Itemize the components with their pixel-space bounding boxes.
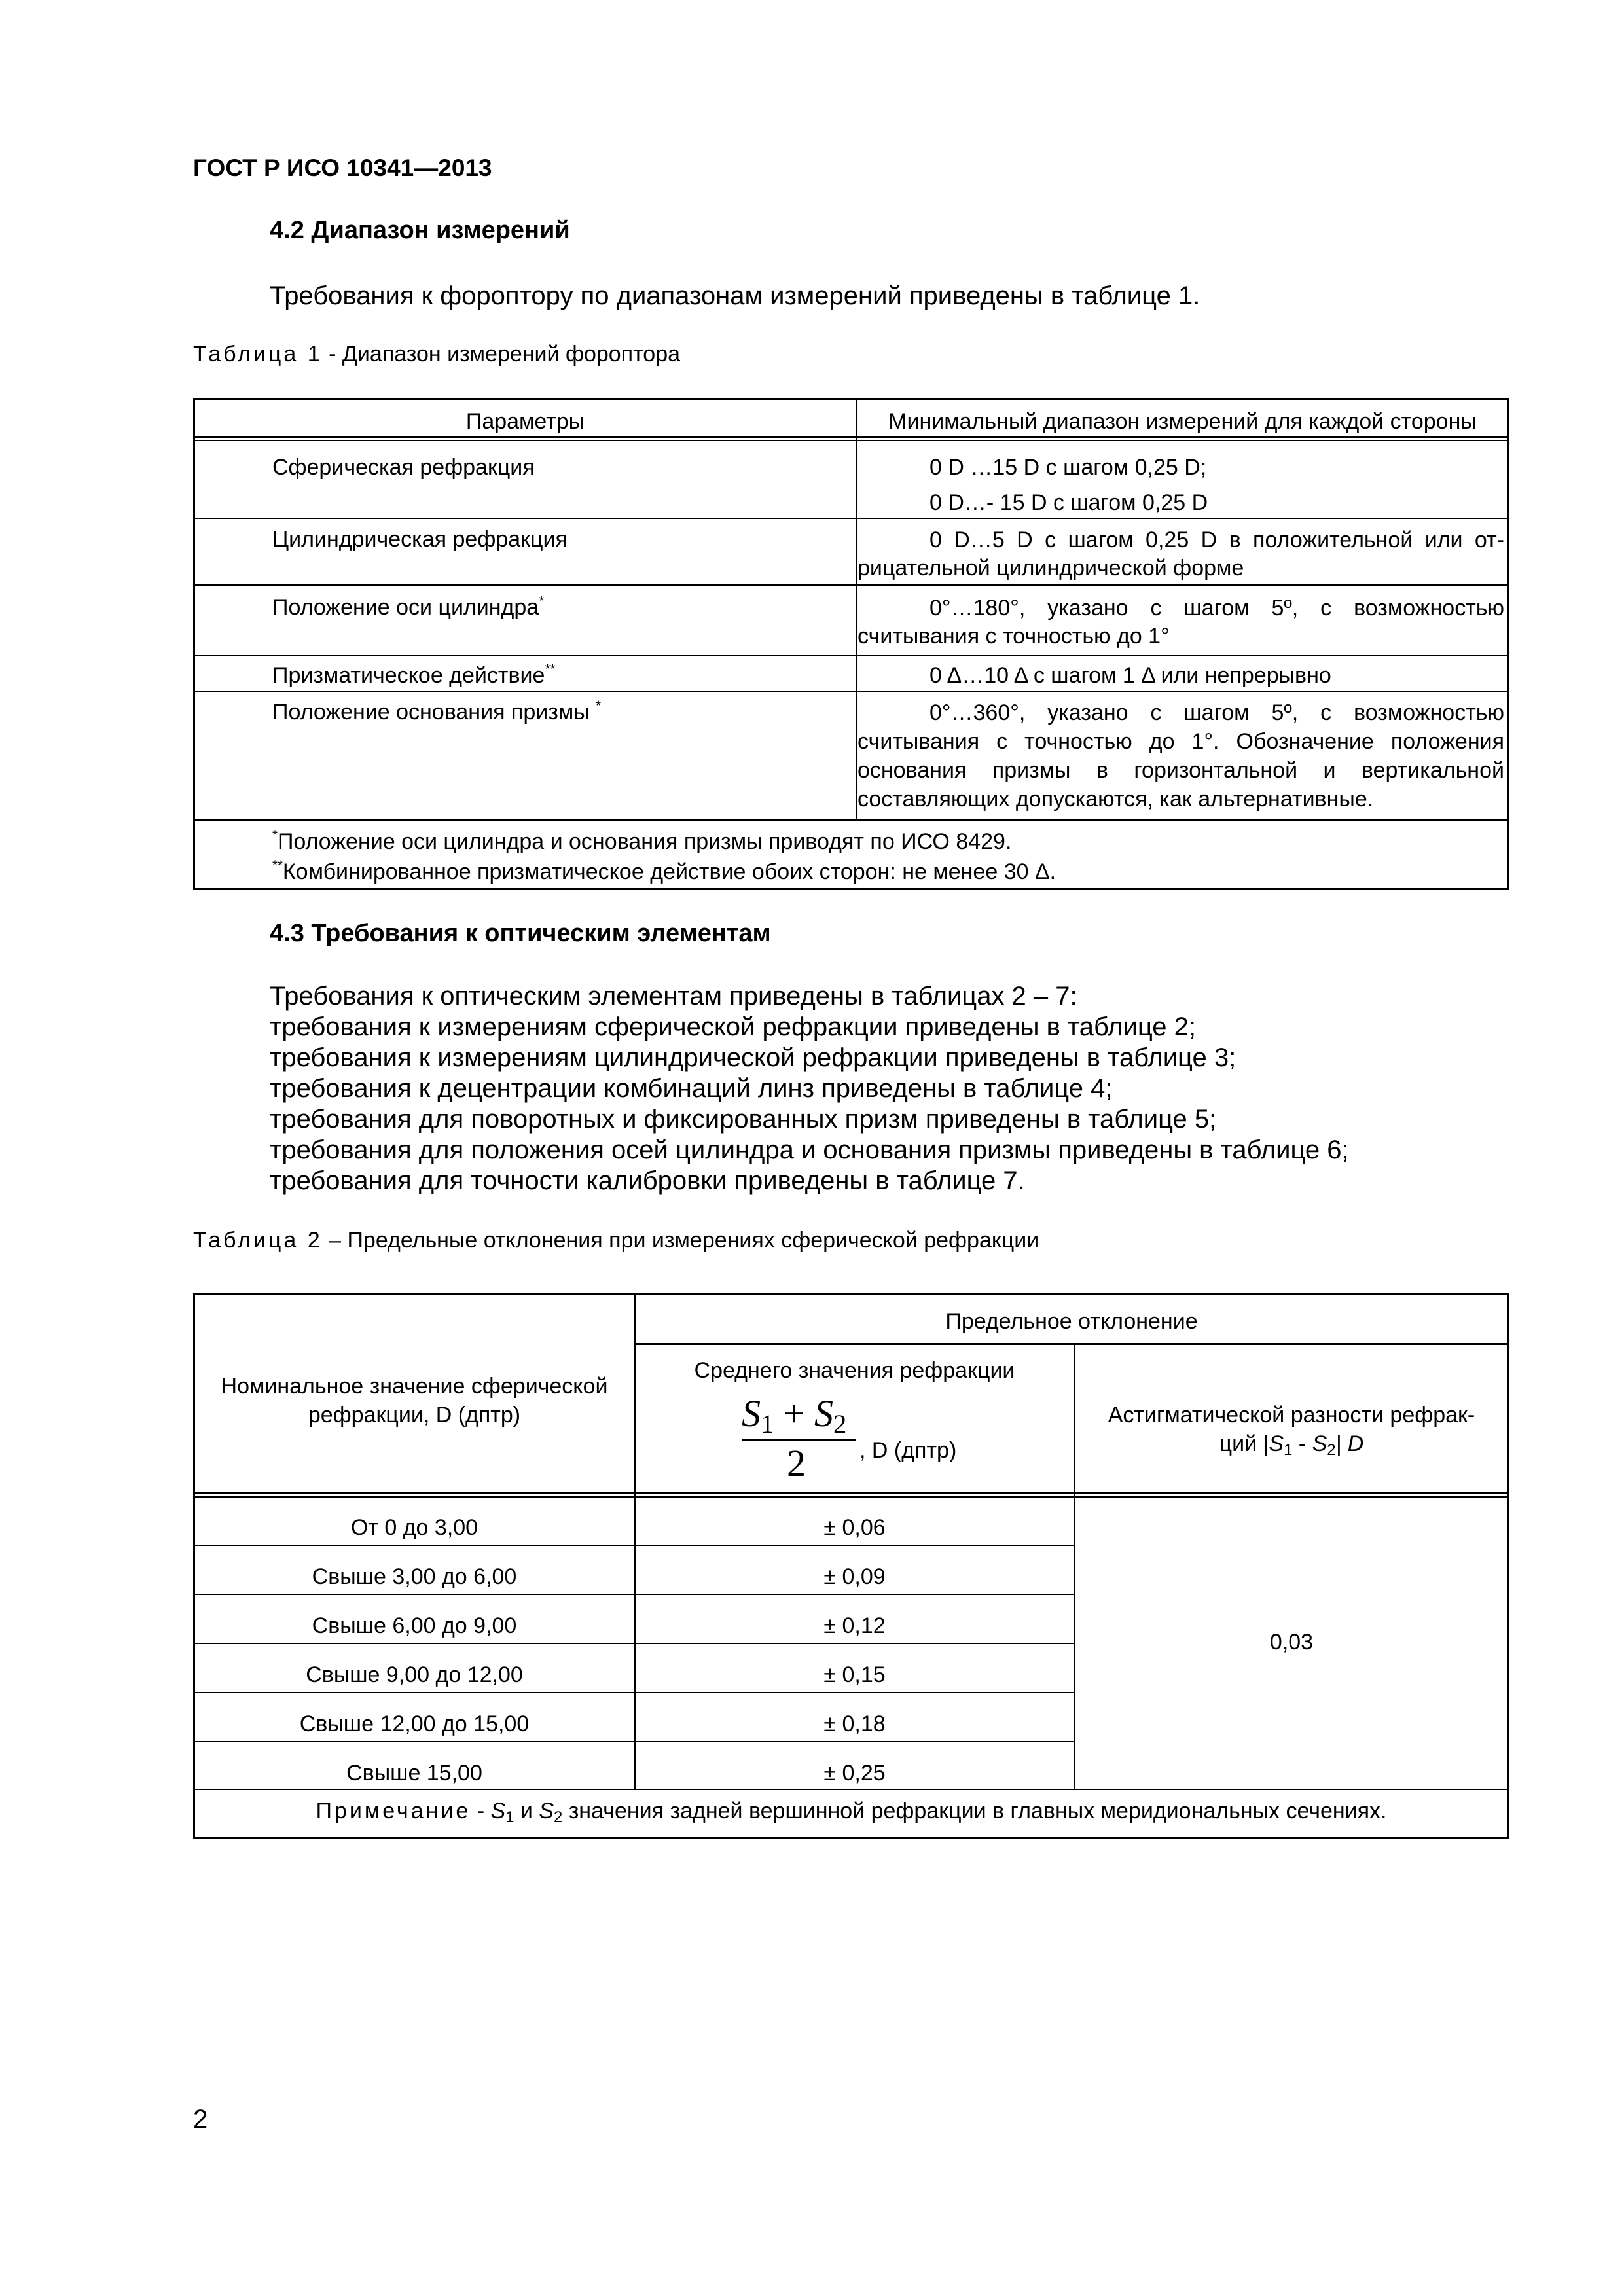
table1-value-line: 0°…360°, указано с шагом 5º, с возможностью (929, 700, 1504, 725)
footnote-mark: * (596, 698, 602, 713)
table-row-range: Свыше 12,00 до 15,00 (299, 1712, 530, 1736)
table-row-dev: ± 0,09 (823, 1564, 886, 1589)
list-item: требования к измерениям сферической рефракции приведены в таблице 2; (270, 1013, 1197, 1041)
table1-row-value: 0 Δ…10 Δ с шагом 1 Δ или непрерывно (929, 663, 1331, 688)
table1-value-line: основания призмы в горизонтальной и вертикальной (857, 758, 1504, 783)
table1-caption-label: Таблица 1 (193, 342, 323, 367)
page-number: 2 (193, 2105, 208, 2134)
footnote-text: Положение оси цилиндра и основания призмы приводят по ИСО 8429. (277, 829, 1012, 854)
mean-formula-numerator (742, 1391, 846, 1439)
table1-param-text: Призматическое действие (272, 663, 545, 688)
header-line (1075, 1429, 1507, 1465)
table1-header-range: Минимальный диапазон измерений для каждой стороны (888, 409, 1477, 434)
table-row-range: Свыше 9,00 до 12,00 (306, 1662, 523, 1687)
table1-row-value (929, 594, 1504, 622)
list-item: требования для поворотных и фиксированных призм приведены в таблице 5; (270, 1105, 1217, 1134)
formula-var: S (1269, 1431, 1284, 1456)
table2-header-mean: Среднего значения рефракции (694, 1358, 1015, 1383)
formula-op: - (1292, 1431, 1312, 1456)
table-row-range: Свыше 3,00 до 6,00 (312, 1564, 517, 1589)
table1-footnote (272, 828, 1011, 856)
table2-caption (193, 1228, 1039, 1253)
table-row-dev: ± 0,06 (823, 1515, 886, 1540)
list-item: требования к децентрации комбинаций линз приведены в таблице 4; (270, 1074, 1113, 1103)
formula-op: + (774, 1392, 815, 1435)
formula-sub: 1 (505, 1808, 514, 1826)
table2-header-group: Предельное отклонение (945, 1309, 1198, 1334)
table2-caption-label: Таблица 2 (193, 1228, 323, 1253)
table1-row-param (272, 662, 555, 690)
table-row-range: Свыше 15,00 (346, 1761, 482, 1785)
footnote-mark: ** (545, 662, 556, 677)
header-line: рефракции, D (дптр) (308, 1403, 521, 1427)
table1-row-value: считывания с точностью до 1° (857, 624, 1170, 649)
table-row-dev: ± 0,12 (823, 1613, 886, 1638)
section-4-3-list (270, 981, 1349, 1196)
table1-value-line: 0 D…5 D с шагом 0,25 D в положительной или от- (929, 528, 1504, 552)
footnote-mark: * (272, 828, 278, 843)
formula-sub: 1 (1284, 1441, 1293, 1459)
table1-row-param: Цилиндрическая рефракция (272, 527, 568, 552)
astig-prefix: ций | (1219, 1431, 1269, 1456)
table2-header-astig (1075, 1401, 1507, 1465)
formula-sub: 2 (554, 1808, 563, 1826)
table1-row-value (929, 698, 1504, 727)
table-row-range: От 0 до 3,00 (350, 1515, 478, 1540)
astig-value: 0,03 (1269, 1630, 1314, 1655)
note-and: и (514, 1799, 539, 1823)
table1-param-text: Положение основания призмы (272, 700, 596, 725)
table1-row-param (272, 698, 601, 726)
footnote-mark: * (539, 594, 545, 609)
table-row-dev: ± 0,18 (823, 1712, 886, 1736)
table1-caption-text: - Диапазон измерений фороптора (322, 342, 681, 367)
table1-row-value (857, 727, 1504, 814)
table2-caption-text: – Предельные отклонения при измерениях сферической рефракции (322, 1228, 1039, 1253)
table-row-dev: ± 0,15 (823, 1662, 886, 1687)
table2-header-nominal (195, 1372, 634, 1429)
mean-formula-denominator: 2 (787, 1442, 806, 1484)
table1-value-line: составляющих допускаются, как альтернативные. (857, 787, 1374, 812)
header-line: Астигматической разности рефрак- (1108, 1403, 1475, 1427)
table1-row-param (272, 594, 544, 622)
formula-sub: 1 (761, 1409, 774, 1439)
note-label: Примечание (316, 1799, 471, 1823)
table1-row-value (857, 526, 1504, 554)
header-line: Номинальное значение сферической (221, 1374, 608, 1399)
table-row-range: Свыше 6,00 до 9,00 (312, 1613, 517, 1638)
section-4-2-intro: Требования к фороптору по диапазонам измерений приведены в таблице 1. (270, 281, 1200, 310)
table-row-dev: ± 0,25 (823, 1761, 886, 1785)
note-text: значения задней вершинной рефракции в главных меридиональных сечениях. (562, 1799, 1387, 1823)
table1-row-param: Сферическая рефракция (272, 455, 535, 480)
list-item: требования для точности калибровки приведены в таблице 7. (270, 1166, 1025, 1195)
footnote-mark: ** (272, 858, 283, 873)
list-item: Требования к оптическим элементам приведены в таблицах 2 – 7: (270, 982, 1077, 1011)
formula-var: S (539, 1799, 554, 1823)
table1-row-value: 0 D…- 15 D с шагом 0,25 D (929, 490, 1208, 515)
formula-var: S (742, 1392, 761, 1435)
list-item: требования для положения осей цилиндра и основания призмы приведены в таблице 6; (270, 1136, 1349, 1164)
table1-param-text: Положение оси цилиндра (272, 595, 539, 620)
table1-row-value: рицательной цилиндрической форме (857, 556, 1244, 581)
astig-suffix: | D (1335, 1431, 1364, 1456)
table1-header-params: Параметры (465, 409, 585, 434)
table2-note (195, 1797, 1507, 1832)
table1-footnote (272, 858, 1056, 886)
formula-var: S (814, 1392, 834, 1435)
formula-sub: 2 (1327, 1441, 1336, 1459)
table1 (193, 398, 1509, 890)
table1-value-line: считывания с точностью до 1°. Обозначение положения (857, 729, 1504, 754)
note-sep: - (471, 1799, 491, 1823)
formula-var: S (490, 1799, 506, 1823)
footnote-text: Комбинированное призматическое действие обоих сторон: не менее 30 Δ. (282, 859, 1056, 884)
document-code: ГОСТ Р ИСО 10341—2013 (193, 154, 492, 181)
table1-value-line: 0°…180°, указано с шагом 5º, с возможностью (929, 596, 1504, 620)
formula-var: S (1312, 1431, 1327, 1456)
section-4-3-title: 4.3 Требования к оптическим элементам (270, 920, 771, 947)
section-4-2-title: 4.2 Диапазон измерений (270, 217, 570, 244)
table2 (193, 1293, 1509, 1839)
mean-unit: , D (дптр) (859, 1438, 957, 1463)
table1-row-value: 0 D …15 D с шагом 0,25 D; (929, 455, 1207, 480)
list-item: требования к измерениям цилиндрической рефракции приведены в таблице 3; (270, 1043, 1236, 1072)
formula-sub: 2 (833, 1409, 847, 1439)
table1-caption (193, 342, 680, 367)
